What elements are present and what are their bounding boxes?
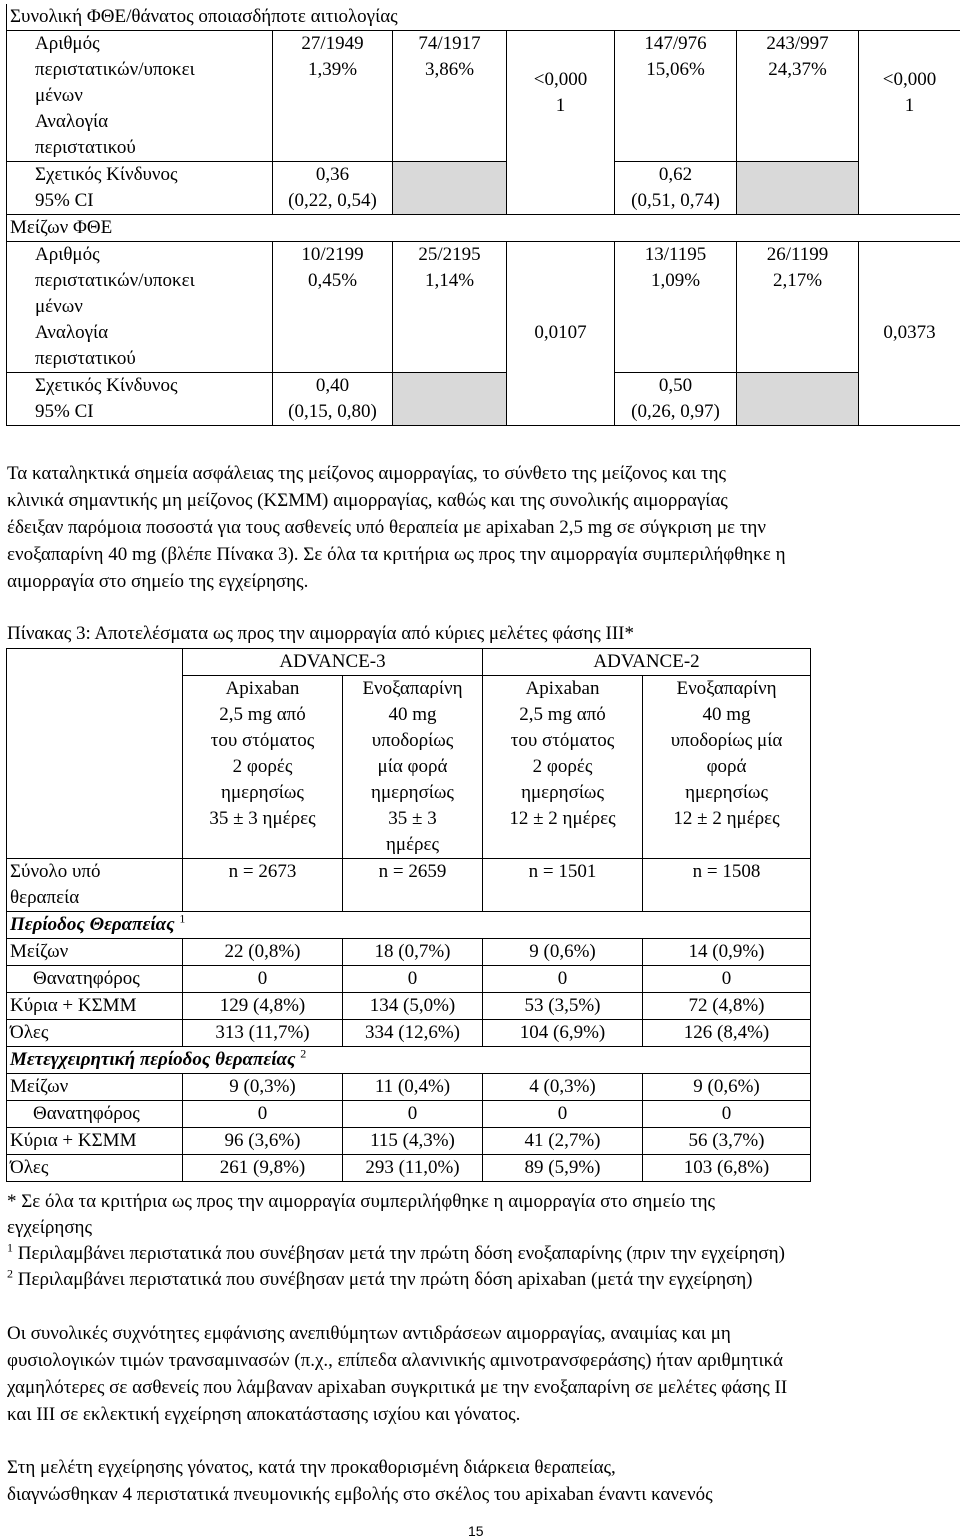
table-cell: 129 (4,8%) <box>183 993 343 1020</box>
table-cell: 9 (0,6%) <box>483 939 643 966</box>
table-cell: 0,50 (0,26, 0,97) <box>615 373 737 426</box>
knee-study-paragraph: Στη μελέτη εγχείρησης γόνατος, κατά την προκαθορισμένη διάρκεια θεραπείας, διαγνώσθηκαν 4 περιστατικά πνευμονικής εμβολής στο σκέλος του apixaban έναντι κανενός <box>7 1454 953 1508</box>
table-row <box>7 1128 811 1155</box>
footnote-star: * Σε όλα τα κριτήρια ως προς την αιμορραγία συμπεριλήφθηκε η αιμορραγία στο σημείο της εγχείρησης <box>7 1189 953 1241</box>
table-cell: 26/1199 2,17% <box>737 242 859 373</box>
p-value-cell: 0,0373 <box>859 242 960 426</box>
table-cell: 56 (3,7%) <box>643 1128 811 1155</box>
arm-header: Apixaban 2,5 mg από του στόματος 2 φορές ημερησίως 35 ± 3 ημέρες <box>183 676 343 859</box>
row-label: Κύρια + ΚΣΜΜ <box>7 993 183 1020</box>
table-cell: 0,40 (0,15, 0,80) <box>273 373 393 426</box>
table-cell: 96 (3,6%) <box>183 1128 343 1155</box>
table-row <box>7 242 960 373</box>
table-title: Συνολική ΦΘΕ/θάνατος οποιασδήποτε αιτιολογίας <box>7 4 960 31</box>
shaded-cell <box>737 162 859 215</box>
section-row <box>7 1047 811 1074</box>
table-cell: 104 (6,9%) <box>483 1020 643 1047</box>
table-cell: n = 2673 <box>183 859 343 912</box>
row-label: Αριθμός περιστατικών/υποκει μένων Αναλογία περιστατικού <box>7 242 273 373</box>
row-label: Σχετικός Κίνδυνος 95% CI <box>7 162 273 215</box>
footnote-1: $^1$ Περιλαμβάνει περιστατικά που συνέβησαν μετά την πρώτη δόση ενοξαπαρίνης (πριν την εγχείρηση) <box>7 1241 953 1267</box>
table-cell: 18 (0,7%) <box>343 939 483 966</box>
shaded-cell <box>393 373 507 426</box>
table-cell: 0 <box>483 1101 643 1128</box>
shaded-cell <box>737 373 859 426</box>
table-cell: 27/1949 1,39% <box>273 31 393 162</box>
study-header: ADVANCE-3 <box>183 649 483 676</box>
row-label: Όλες <box>7 1155 183 1182</box>
table-cell: 0,62 (0,51, 0,74) <box>615 162 737 215</box>
row-label: Αριθμός περιστατικών/υποκει μένων Αναλογία περιστατικού <box>7 31 273 162</box>
safety-paragraph: Τα καταληκτικά σημεία ασφάλειας της μείζονος αιμορραγίας, το σύνθετο της μείζονος και της κλινικά σημαντικής μη μείζονος (ΚΣΜΜ) αιμορραγίας, καθώς και της συνολικής αιμορραγίας έδειξαν παρόμοια ποσοστά για τους ασθενείς υπό θεραπεία με apixaban 2,5 mg σε σύγκριση με την ενοξαπαρίνη 40 mg (βλέπε Πίνακα 3). Σε όλα τα κριτήρια ως προς την αιμορραγία συμπεριλήφθηκε η αιμορραγία στο σημείο της εγχείρησης. <box>7 460 953 595</box>
table-cell: 261 (9,8%) <box>183 1155 343 1182</box>
empty-header-cell <box>7 649 183 859</box>
table-cell: n = 2659 <box>343 859 483 912</box>
table-cell: 25/2195 1,14% <box>393 242 507 373</box>
section-title: Μετεγχειρητική περίοδος θεραπείας $^2$ <box>7 1047 811 1074</box>
bleeding-results-table <box>6 648 811 1182</box>
row-label: Σύνολο υπό θεραπεία <box>7 859 183 912</box>
table-cell: 4 (0,3%) <box>483 1074 643 1101</box>
table-row <box>7 1020 811 1047</box>
table-row <box>7 31 960 162</box>
table-row <box>7 1074 811 1101</box>
table-cell: 293 (11,0%) <box>343 1155 483 1182</box>
table-cell: 115 (4,3%) <box>343 1128 483 1155</box>
table-cell: 53 (3,5%) <box>483 993 643 1020</box>
table-cell: 134 (5,0%) <box>343 993 483 1020</box>
p-value-cell: <0,000 1 <box>859 31 960 215</box>
adverse-paragraph: Οι συνολικές συχνότητες εμφάνισης ανεπιθύμητων αντιδράσεων αιμορραγίας, αναιμίας και μη φυσιολογικών τιμών τρανσαμινασών (π.χ., επίπεδα αλανινικής αμινοτρανσφεράσης) ήταν αριθμητικά χαμηλότερες σε ασθενείς που λάμβαναν apixaban συγκριτικά με την ενοξαπαρίνη σε μελέτες φάσης II και III σε εκλεκτική εγχείρηση αποκατάστασης ισχίου και γόνατος. <box>7 1320 953 1428</box>
table-cell: 0 <box>183 966 343 993</box>
section-title: Περίοδος Θεραπείας $^1$ <box>7 912 811 939</box>
table-cell: 14 (0,9%) <box>643 939 811 966</box>
row-label: Όλες <box>7 1020 183 1047</box>
row-label: Θανατηφόρος <box>7 966 183 993</box>
table-cell: 103 (6,8%) <box>643 1155 811 1182</box>
table-cell: 41 (2,7%) <box>483 1128 643 1155</box>
row-label: Σχετικός Κίνδυνος 95% CI <box>7 373 273 426</box>
table-cell: 334 (12,6%) <box>343 1020 483 1047</box>
table-cell: 0 <box>343 1101 483 1128</box>
table-row <box>7 1101 811 1128</box>
p-value-cell: <0,000 1 <box>507 31 615 215</box>
table-cell: 126 (8,4%) <box>643 1020 811 1047</box>
row-label: Κύρια + ΚΣΜΜ <box>7 1128 183 1155</box>
table-cell: 9 (0,6%) <box>643 1074 811 1101</box>
table-cell: 147/976 15,06% <box>615 31 737 162</box>
table-caption: Πίνακας 3: Αποτελέσματα ως προς την αιμορραγία από κύριες μελέτες φάσης III* <box>7 620 953 647</box>
table-cell: 0,36 (0,22, 0,54) <box>273 162 393 215</box>
table-row <box>7 939 811 966</box>
table-cell: 0 <box>643 966 811 993</box>
table-row <box>7 1155 811 1182</box>
row-label: Μείζων <box>7 939 183 966</box>
table-cell: 243/997 24,37% <box>737 31 859 162</box>
section-title: Μείζων ΦΘΕ <box>7 215 960 242</box>
totals-row <box>7 859 811 912</box>
table-row <box>7 373 960 426</box>
table-row <box>7 162 960 215</box>
table-row <box>7 966 811 993</box>
arm-header: Ενοξαπαρίνη 40 mg υποδορίως μία φορά ημερησίως 35 ± 3 ημέρες <box>343 676 483 859</box>
section-row <box>7 215 960 242</box>
table-cell: 13/1195 1,09% <box>615 242 737 373</box>
footnote-2: $^2$ Περιλαμβάνει περιστατικά που συνέβησαν μετά την πρώτη δόση apixaban (μετά την εγχείρηση) <box>7 1267 953 1293</box>
arm-header: Ενοξαπαρίνη 40 mg υποδορίως μία φορά ημερησίως 12 ± 2 ημέρες <box>643 676 811 859</box>
table-row <box>7 993 811 1020</box>
shaded-cell <box>393 162 507 215</box>
arm-header: Apixaban 2,5 mg από του στόματος 2 φορές ημερησίως 12 ± 2 ημέρες <box>483 676 643 859</box>
table-cell: 0 <box>183 1101 343 1128</box>
table-cell: 11 (0,4%) <box>343 1074 483 1101</box>
table-cell: 74/1917 3,86% <box>393 31 507 162</box>
table-cell: 10/2199 0,45% <box>273 242 393 373</box>
table-cell: 0 <box>343 966 483 993</box>
table-cell: n = 1508 <box>643 859 811 912</box>
study-header-row <box>7 649 811 676</box>
section-row <box>7 912 811 939</box>
table-cell: 9 (0,3%) <box>183 1074 343 1101</box>
table-cell: 0 <box>643 1101 811 1128</box>
table-title-row <box>7 4 960 31</box>
table-cell: n = 1501 <box>483 859 643 912</box>
page-number: 15 <box>468 1523 484 1539</box>
row-label: Μείζων <box>7 1074 183 1101</box>
table-cell: 22 (0,8%) <box>183 939 343 966</box>
table-cell: 89 (5,9%) <box>483 1155 643 1182</box>
p-value-cell: 0,0107 <box>507 242 615 426</box>
table-cell: 0 <box>483 966 643 993</box>
row-label: Θανατηφόρος <box>7 1101 183 1128</box>
table-cell: 72 (4,8%) <box>643 993 811 1020</box>
section-2-body <box>7 1074 811 1182</box>
vte-results-table <box>6 4 960 426</box>
section-1-body <box>7 939 811 1047</box>
study-header: ADVANCE-2 <box>483 649 811 676</box>
table-cell: 313 (11,7%) <box>183 1020 343 1047</box>
